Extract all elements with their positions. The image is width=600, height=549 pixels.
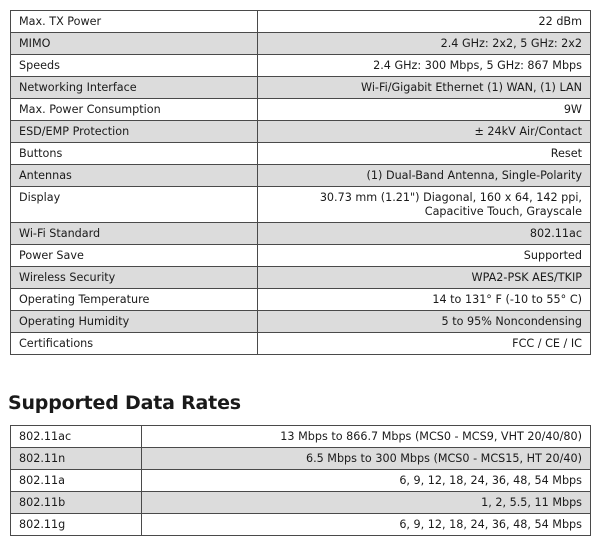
spec-row	[11, 33, 591, 55]
spec-value	[258, 311, 591, 333]
rate-value: 13 Mbps to 866.7 Mbps (MCS0 - MCS9, VHT 20/40/80)	[142, 426, 591, 448]
rate-row	[11, 514, 591, 536]
spec-label: Networking Interface	[11, 77, 258, 99]
spec-label: Antennas	[11, 165, 258, 187]
spec-value	[258, 55, 591, 77]
spec-label: Max. Power Consumption	[11, 99, 258, 121]
spec-value	[258, 99, 591, 121]
spec-value-line: FCC / CE / IC	[512, 337, 582, 350]
rate-row	[11, 448, 591, 470]
rate-standard: 802.11n	[11, 448, 142, 470]
spec-value-line: Capacitive Touch, Grayscale	[424, 205, 582, 218]
spec-row	[11, 165, 591, 187]
spec-value-line: 5 to 95% Noncondensing	[441, 315, 582, 328]
spec-value	[258, 267, 591, 289]
rate-standard: 802.11ac	[11, 426, 142, 448]
rate-standard: 802.11b	[11, 492, 142, 514]
rate-row	[11, 426, 591, 448]
spec-row	[11, 187, 591, 223]
section-title: Supported Data Rates	[8, 392, 241, 414]
spec-row	[11, 99, 591, 121]
spec-row	[11, 333, 591, 355]
rate-value: 1, 2, 5.5, 11 Mbps	[142, 492, 591, 514]
rate-value: 6.5 Mbps to 300 Mbps (MCS0 - MCS15, HT 20/40)	[142, 448, 591, 470]
spec-value	[258, 121, 591, 143]
spec-row	[11, 289, 591, 311]
spec-row	[11, 223, 591, 245]
spec-value	[258, 245, 591, 267]
spec-value-line: 2.4 GHz: 2x2, 5 GHz: 2x2	[440, 37, 582, 50]
spec-value	[258, 165, 591, 187]
spec-label: Display	[11, 187, 258, 223]
spec-label: Max. TX Power	[11, 11, 258, 33]
spec-value	[258, 223, 591, 245]
spec-label: Certifications	[11, 333, 258, 355]
spec-value-line: 14 to 131° F (-10 to 55° C)	[432, 293, 582, 306]
spec-value	[258, 33, 591, 55]
spec-value	[258, 187, 591, 223]
spec-value-line: 802.11ac	[529, 227, 582, 240]
rate-value: 6, 9, 12, 18, 24, 36, 48, 54 Mbps	[142, 470, 591, 492]
spec-value-line: 30.73 mm (1.21") Diagonal, 160 x 64, 142 ppi,	[319, 191, 582, 204]
specifications-table	[10, 10, 591, 355]
spec-row	[11, 77, 591, 99]
spec-row	[11, 55, 591, 77]
spec-label: Power Save	[11, 245, 258, 267]
spec-value-line: Supported	[523, 249, 582, 262]
spec-row	[11, 11, 591, 33]
data-rates-table	[10, 425, 591, 536]
spec-row	[11, 267, 591, 289]
spec-value	[258, 11, 591, 33]
spec-label: ESD/EMP Protection	[11, 121, 258, 143]
spec-row	[11, 311, 591, 333]
spec-row	[11, 143, 591, 165]
data-rates-table-body	[11, 426, 591, 536]
spec-value-line: 2.4 GHz: 300 Mbps, 5 GHz: 867 Mbps	[373, 59, 582, 72]
spec-value-line: Wi-Fi/Gigabit Ethernet (1) WAN, (1) LAN	[361, 81, 582, 94]
spec-row	[11, 245, 591, 267]
spec-value-line: ± 24kV Air/Contact	[474, 125, 582, 138]
rate-value: 6, 9, 12, 18, 24, 36, 48, 54 Mbps	[142, 514, 591, 536]
spec-label: Buttons	[11, 143, 258, 165]
spec-value	[258, 77, 591, 99]
spec-value-line: Reset	[550, 147, 582, 160]
spec-label: Wireless Security	[11, 267, 258, 289]
spec-value	[258, 333, 591, 355]
specifications-table-body	[11, 11, 591, 355]
spec-value-line: 9W	[563, 103, 582, 116]
rate-standard: 802.11g	[11, 514, 142, 536]
spec-label: Operating Temperature	[11, 289, 258, 311]
spec-value-line: (1) Dual-Band Antenna, Single-Polarity	[366, 169, 582, 182]
spec-value-line: WPA2-PSK AES/TKIP	[471, 271, 582, 284]
spec-value	[258, 289, 591, 311]
spec-value-line: 22 dBm	[538, 15, 582, 28]
spec-label: MIMO	[11, 33, 258, 55]
spec-value	[258, 143, 591, 165]
rate-standard: 802.11a	[11, 470, 142, 492]
rate-row	[11, 470, 591, 492]
spec-row	[11, 121, 591, 143]
spec-label: Operating Humidity	[11, 311, 258, 333]
spec-label: Wi-Fi Standard	[11, 223, 258, 245]
spec-label: Speeds	[11, 55, 258, 77]
rate-row	[11, 492, 591, 514]
